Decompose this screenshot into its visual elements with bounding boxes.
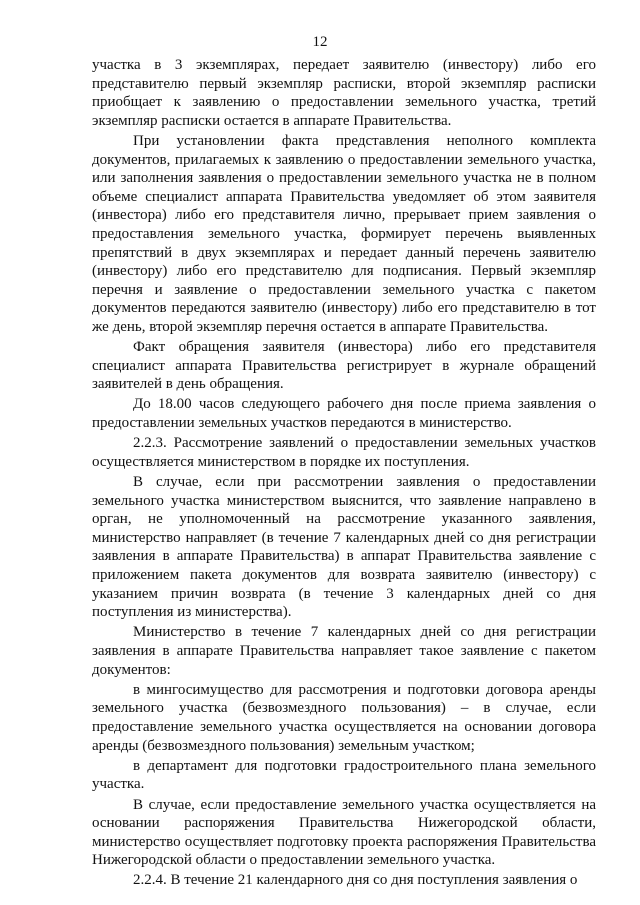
paragraph-incomplete-documents: При установлении факта представления неполного комплекта документов, прилагаемых к заявлению о предоставлении земельного участка, или заполнения заявления о предоставлении земельного участка не в полном объеме специалист аппарата Правительства уведомляет об этом заявителя (инвестора) либо его представителя лично, прерывает прием заявления о предоставления земельного участка, формирует перечень выявленных препятствий в двух экземплярах и передает данный перечень заявителю (инвестору) либо его представителю для подписания. Первый экземпляр перечня и заявление о предоставлении земельного участка с пакетом документов передаются заявителю (инвестору) либо его представителю в тот же день, второй экземпляр перечня остается в аппарате Правительства. (92, 132, 596, 335)
paragraph-registration-journal: Факт обращения заявителя (инвестора) либо его представителя специалист аппарата Правительства регистрирует в журнале обращений заявителей в день обращения. (92, 339, 596, 393)
document-body (92, 56, 596, 892)
page-number: 12 (312, 34, 328, 50)
paragraph-government-order: В случае, если предоставление земельного участка осуществляется на основании распоряжения Правительства Нижегородской области, министерство осуществляет подготовку проекта распоряжения Правительства Нижегородской области о предоставлении земельного участка. (92, 796, 596, 869)
paragraph-department: в департамент для подготовки градостроительного плана земельного участка. (92, 757, 596, 793)
paragraph-transfer-deadline: До 18.00 часов следующего рабочего дня после приема заявления о предоставлении земельных участков передаются в министерство. (92, 396, 596, 432)
paragraph-section-2-2-4: 2.2.4. В течение 21 календарного дня со дня поступления заявления о (133, 872, 578, 889)
paragraph-section-2-2-3: 2.2.3. Рассмотрение заявлений о предоставлении земельных участков осуществляется министерством в порядке их поступления. (92, 435, 596, 470)
paragraph-ministry-forwarding: Министерство в течение 7 календарных дней со дня регистрации заявления в аппарате Правительства направляет такое заявление с пакетом документов: (92, 624, 596, 678)
paragraph-mingosimushchestvo: в мингосимущество для рассмотрения и подготовки договора аренды земельного участка (безвозмездного пользования) – в случае, если предоставление земельного участка осуществляется на основании договора аренды (безвозмездного пользования) земельным участком; (92, 681, 596, 754)
paragraph-receipt-copies: участка в 3 экземплярах, передает заявителю (инвестору) либо его представителю первый экземпляр расписки, второй экземпляр расписки приобщает к заявлению о предоставлении земельного участка, третий экземпляр расписки остается в аппарате Правительства. (92, 57, 596, 129)
paragraph-return-case: В случае, если при рассмотрении заявления о предоставлении земельного участка министерством выяснится, что заявление направлено в орган, не уполномоченный на рассмотрение указанного заявления, министерство направляет (в течение 7 календарных дней со дня регистрации заявления в аппарате Правительства) в аппарат Правительства заявление с приложением пакета документов для возврата заявителю (инвестору) с указанием причин возврата (в течение 3 календарных дней со дня поступления из министерства). (92, 474, 596, 621)
